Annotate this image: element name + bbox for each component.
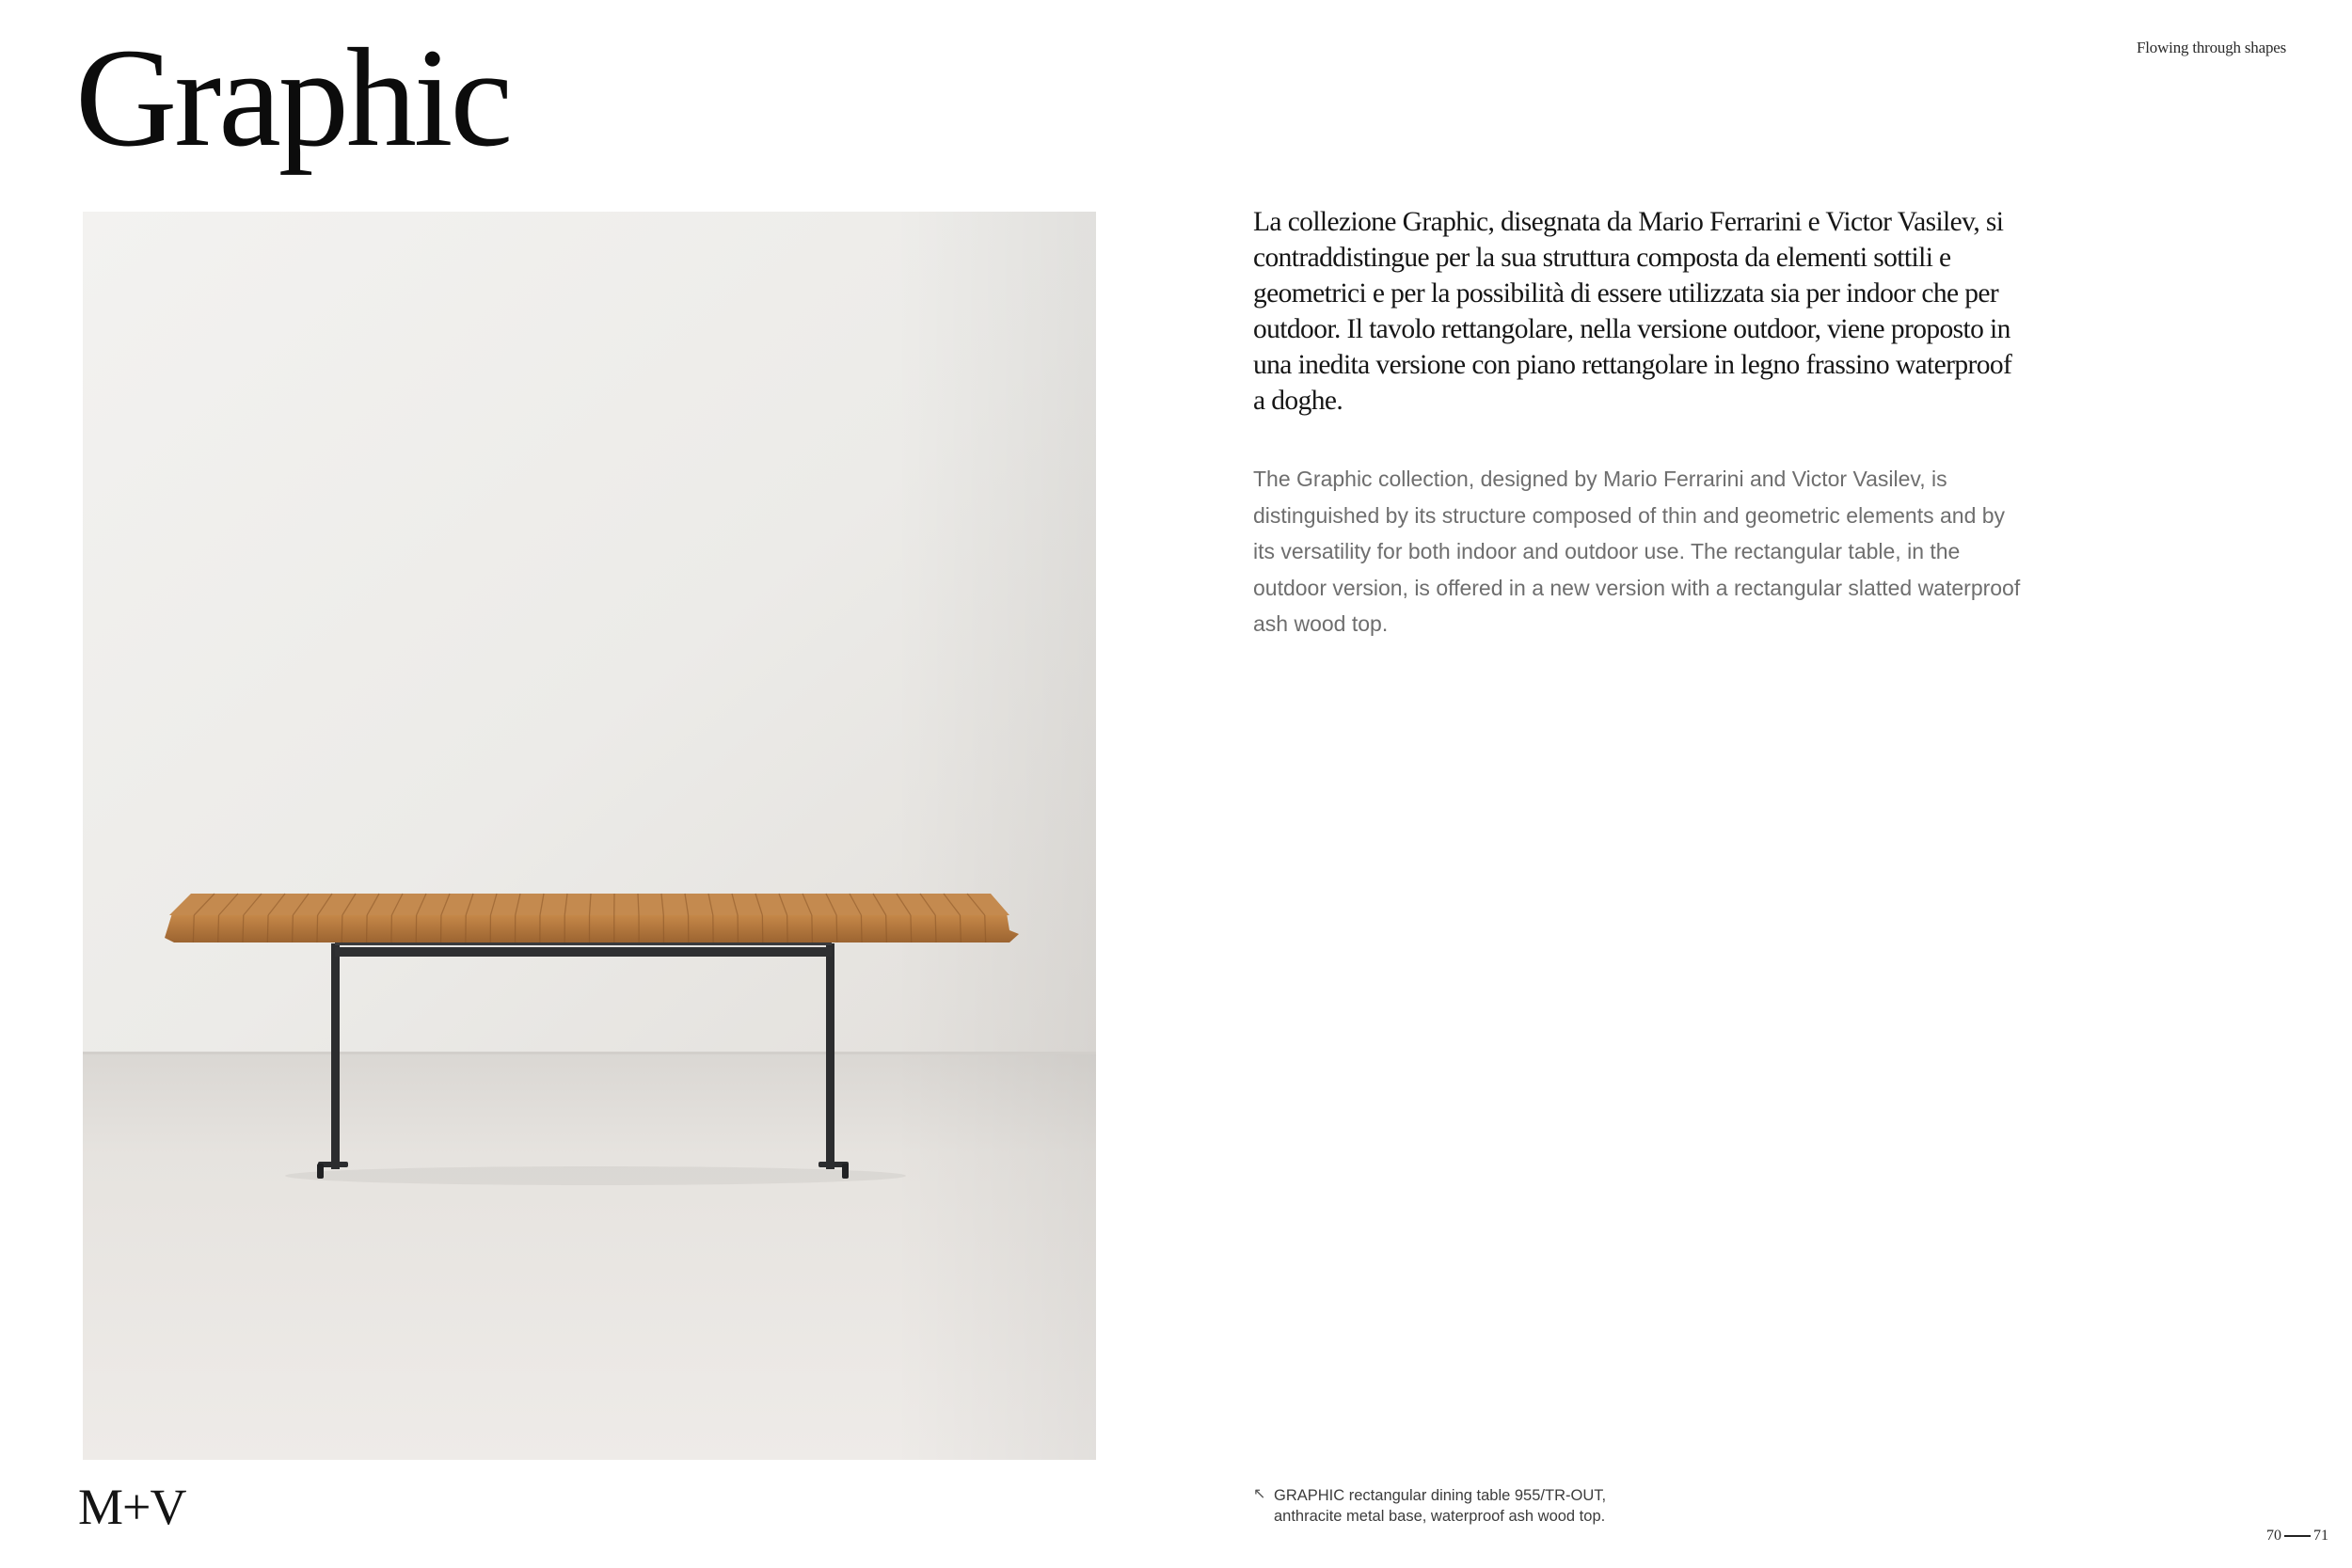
slat-edge-line	[267, 915, 268, 942]
slat-edge-line	[317, 915, 318, 942]
page-title: Graphic	[75, 20, 511, 176]
slat-edge-line	[812, 915, 813, 942]
arrow-up-left-icon: ↖	[1253, 1486, 1266, 1502]
page-number-right: 71	[2313, 1528, 2328, 1544]
caption-line-1: GRAPHIC rectangular dining table 955/TR-OUT,	[1274, 1487, 1607, 1504]
slat-edge-line	[293, 915, 294, 942]
slat-edge-line	[935, 915, 936, 942]
slat-edge-line	[836, 915, 837, 942]
slat-edge-line	[861, 915, 862, 942]
slat-edge-line	[218, 915, 219, 942]
slat-edge-line	[367, 915, 368, 942]
page-number-left: 70	[2266, 1528, 2281, 1544]
description-english: The Graphic collection, designed by Mario Ferrarini and Victor Vasilev, is distinguished by its structure composed of thin and geometric elements and by its versatility for both indoor and outdoor use. The rectangular table, in the outdoor version, is offered in a new version with a rectangular slatted waterproof ash wood top.	[1253, 467, 2021, 636]
running-head: Flowing through shapes	[2137, 39, 2286, 56]
slat-edge-line	[243, 915, 244, 942]
slat-edge-line	[960, 915, 961, 942]
slat-edge-line	[911, 915, 912, 942]
caption-line-2: anthracite metal base, waterproof ash wood top.	[1274, 1508, 1606, 1525]
product-photo	[83, 212, 1096, 1460]
description-italian: La collezione Graphic, disegnata da Mario Ferrarini e Victor Vasilev, si contraddistingue per la sua struttura composta da elementi sottili e geometrici e per la possibilità di essere utilizzata sia per indoor che per outdoor. Il tavolo rettangolare, nella versione outdoor, viene proposto in una inedita versione con piano rettangolare in legno frassino waterproof a doghe.	[1253, 207, 2012, 416]
page-numbers	[2266, 1528, 2328, 1544]
slat-edge-line	[886, 915, 887, 942]
page-number-divider	[2284, 1535, 2311, 1537]
brand-logo: M+V	[78, 1479, 186, 1535]
table-top	[165, 894, 1019, 942]
photo-caption	[1253, 1485, 1669, 1527]
table-shadow	[285, 1166, 906, 1185]
